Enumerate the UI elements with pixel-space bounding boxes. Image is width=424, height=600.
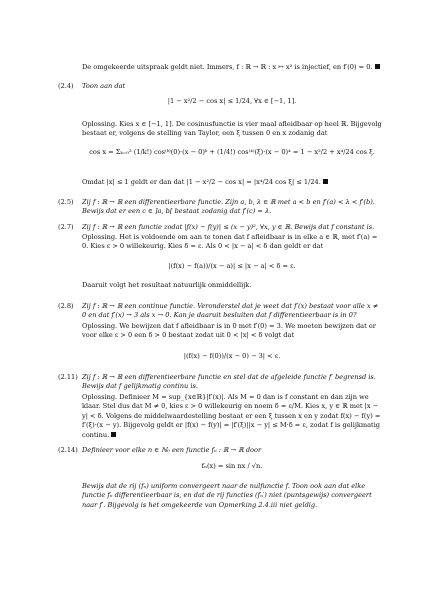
qed-square: [375, 64, 380, 69]
qed-square: [111, 432, 116, 437]
exercise-text: Zij f : ℝ → ℝ een continue functie. Veronderstel dat je weet dat f′(x) bestaat voor alle x ≠ 0 en dat f′(x) → 3 als x → 0. Kan je daaruit besluiten dat f differentieerbaar is in 0?: [82, 302, 379, 320]
conclusion-line: [82, 178, 384, 187]
exercise-text: Definieer voor elke n ∈ ℕ₀ een functie fₙ : ℝ → ℝ door: [82, 446, 262, 454]
item-number: (2.5): [58, 198, 74, 206]
intro-paragraph: [82, 63, 382, 72]
exercise-continuation: Bewijs dat de rij (fₙ) uniform convergeert naar de nulfunctie f. Toon ook aan dat elke functie fₙ differentieerbaar is, en dat de rij functies (fₙ′) niet (puntsgewijs) convergeert naar f′. Bijgevolg is het omgekeerde van Opmerking 2.4.iii niet geldig.: [82, 482, 372, 509]
conclusion-line: [82, 281, 384, 290]
display-equation: |(f(x) − f(0))/(x − 0) − 3| < ε.: [183, 352, 281, 360]
display-equation: |(f(x) − f(a))/(x − a)| ≤ |x − a| < δ = ε.: [168, 262, 296, 270]
exercise-text: Zij f : ℝ → ℝ een differentieerbare functie en stel dat de afgeleide functie f′ begrensd is. Bewijs dat f gelijkmatig continu is.: [82, 373, 376, 391]
item-number: (2.14): [58, 446, 78, 454]
exercise-text: Zij f : ℝ → ℝ een functie zodat |f(x) − f(y)| ≤ (x − y)², ∀x, y ∈ ℝ. Bewijs dat f constant is.: [82, 223, 375, 231]
item-number: (2.8): [58, 302, 74, 310]
display-equation: |1 − x²/2 − cos x| ≤ 1/24, ∀x ∈ [−1, 1].: [167, 97, 297, 105]
item-number: (2.7): [58, 223, 74, 231]
conclusion-text: Omdat |x| ≤ 1 geldt er dan dat |1 − x²/2 − cos x| = |x⁴/24 cos ξ| ≤ 1/24.: [82, 178, 321, 186]
proof-paragraph: Oplossing. Het is voldoende om aan te tonen dat f afleidbaar is in elke a ∈ ℝ, met f′(a) = 0. Kies ε > 0 willekeurig. Kies δ = ε. Als 0 < |x − a| < δ dan geldt er dat: [82, 233, 378, 251]
display-equation: fₙ(x) = sin nx / √n.: [201, 462, 263, 470]
proof-paragraph: [82, 393, 384, 440]
taylor-equation: cos x = Σₖ₌₀³ (1/k!) cos⁽ᵏ⁾(0)·(x − 0)ᵏ + (1/4!) cos⁽⁴⁾(ξ)·(x − 0)⁴ = 1 − x²/2 + x⁴/24 cos ξ.: [89, 148, 375, 156]
intro-text: De omgekeerde uitspraak geldt niet. Immers, f : ℝ → ℝ : x ↦ x² is injectief, en f′(0) = 0.: [82, 63, 373, 71]
conclusion-text: Daaruit volgt het resultaat natuurlijk onmiddellijk.: [82, 281, 252, 289]
item-number: (2.11): [58, 373, 78, 381]
exercise-text: Zij f : ℝ → ℝ een differentieerbare functie. Zijn a, b, λ ∈ ℝ met a < b en f′(a) < λ < f′(b). Bewijs dat er een c ∈ ]a, b[ bestaat zodanig dat f′(c) = λ.: [82, 198, 375, 216]
item-number: (2.4): [58, 82, 74, 90]
proof-paragraph: Oplossing. We bewijzen dat f afleidbaar is in 0 met f′(0) = 3. We moeten bewijzen dat er voor elke ε > 0 een δ > 0 bestaat zodat uit 0 < |x| < δ volgt dat: [82, 322, 376, 340]
item-title: Toon aan dat: [82, 82, 126, 90]
proof-text: Oplossing. Definieer M = sup_{x∈ℝ}|f′(x)|. Als M = 0 dan is f constant en dan zijn we klaar. Stel dus dat M ≠ 0, kies ε > 0 willekeurig en noem δ = ε/M. Kies x, y ∈ ℝ met |x − y| < δ. Volgens de middelwaardestelling bestaat er een ξ tussen x en y zodat f(x) − f(y) = f′(ξ)·(x − y). Bijgevolg geldt er |f(x) − f(y)| = |f′(ξ)||x − y| ≤ M·δ = ε, zodat f is gelijkmatig continu.: [82, 393, 381, 439]
proof-paragraph: Oplossing. Kies x ∈ [−1, 1]. De cosinusfunctie is vier maal afleidbaar op heel ℝ. Bijgevolg bestaat er, volgens de stelling van Taylor, een ξ tussen 0 en x zodanig dat: [82, 120, 382, 138]
qed-square: [323, 179, 328, 184]
